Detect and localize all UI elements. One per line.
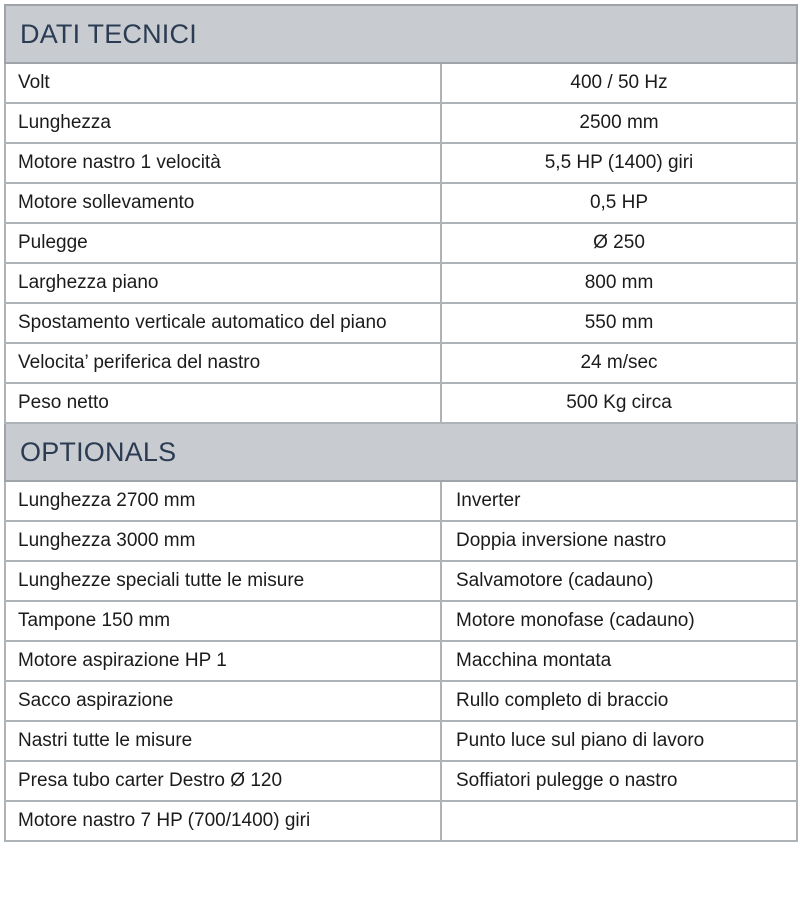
optional-item-left: Sacco aspirazione [5,681,441,721]
section-header-optionals [5,423,797,481]
spec-row [5,223,797,263]
spec-row [5,303,797,343]
optional-row [5,481,797,521]
spec-sheet [4,4,796,842]
optional-item-left: Lunghezze speciali tutte le misure [5,561,441,601]
spec-table [4,4,798,842]
spec-value: 5,5 HP (1400) giri [441,143,797,183]
spec-table-body [5,5,797,841]
optional-row [5,681,797,721]
optional-row [5,801,797,841]
spec-value: 550 mm [441,303,797,343]
optional-item-left: Lunghezza 3000 mm [5,521,441,561]
optional-item-right: Punto luce sul piano di lavoro [441,721,797,761]
optional-item-right [441,801,797,841]
spec-value: Ø 250 [441,223,797,263]
spec-value: 500 Kg circa [441,383,797,423]
spec-label: Motore nastro 1 velocità [5,143,441,183]
optional-item-right: Salvamotore (cadauno) [441,561,797,601]
optional-row [5,601,797,641]
section-header-specs [5,5,797,63]
spec-label: Peso netto [5,383,441,423]
optional-item-left: Lunghezza 2700 mm [5,481,441,521]
spec-value: 0,5 HP [441,183,797,223]
spec-row [5,63,797,103]
optional-item-left: Tampone 150 mm [5,601,441,641]
spec-value: 24 m/sec [441,343,797,383]
optional-row [5,641,797,681]
spec-label: Spostamento verticale automatico del piano [5,303,441,343]
optional-item-right: Rullo completo di braccio [441,681,797,721]
spec-label: Larghezza piano [5,263,441,303]
optional-row [5,561,797,601]
spec-label: Velocita’ periferica del nastro [5,343,441,383]
spec-value: 400 / 50 Hz [441,63,797,103]
optionals-heading: OPTIONALS [5,423,797,481]
specs-heading: DATI TECNICI [5,5,797,63]
spec-label: Motore sollevamento [5,183,441,223]
spec-row [5,383,797,423]
spec-row [5,343,797,383]
spec-label: Lunghezza [5,103,441,143]
spec-row [5,143,797,183]
optional-row [5,521,797,561]
optional-item-left: Motore nastro 7 HP (700/1400) giri [5,801,441,841]
spec-row [5,183,797,223]
optional-row [5,721,797,761]
optional-item-left: Nastri tutte le misure [5,721,441,761]
spec-value: 2500 mm [441,103,797,143]
spec-row [5,103,797,143]
spec-row [5,263,797,303]
spec-label: Pulegge [5,223,441,263]
spec-value: 800 mm [441,263,797,303]
optional-item-right: Inverter [441,481,797,521]
optional-item-left: Motore aspirazione HP 1 [5,641,441,681]
optional-item-right: Macchina montata [441,641,797,681]
optional-row [5,761,797,801]
optional-item-right: Soffiatori pulegge o nastro [441,761,797,801]
optional-item-left: Presa tubo carter Destro Ø 120 [5,761,441,801]
spec-label: Volt [5,63,441,103]
optional-item-right: Doppia inversione nastro [441,521,797,561]
optional-item-right: Motore monofase (cadauno) [441,601,797,641]
